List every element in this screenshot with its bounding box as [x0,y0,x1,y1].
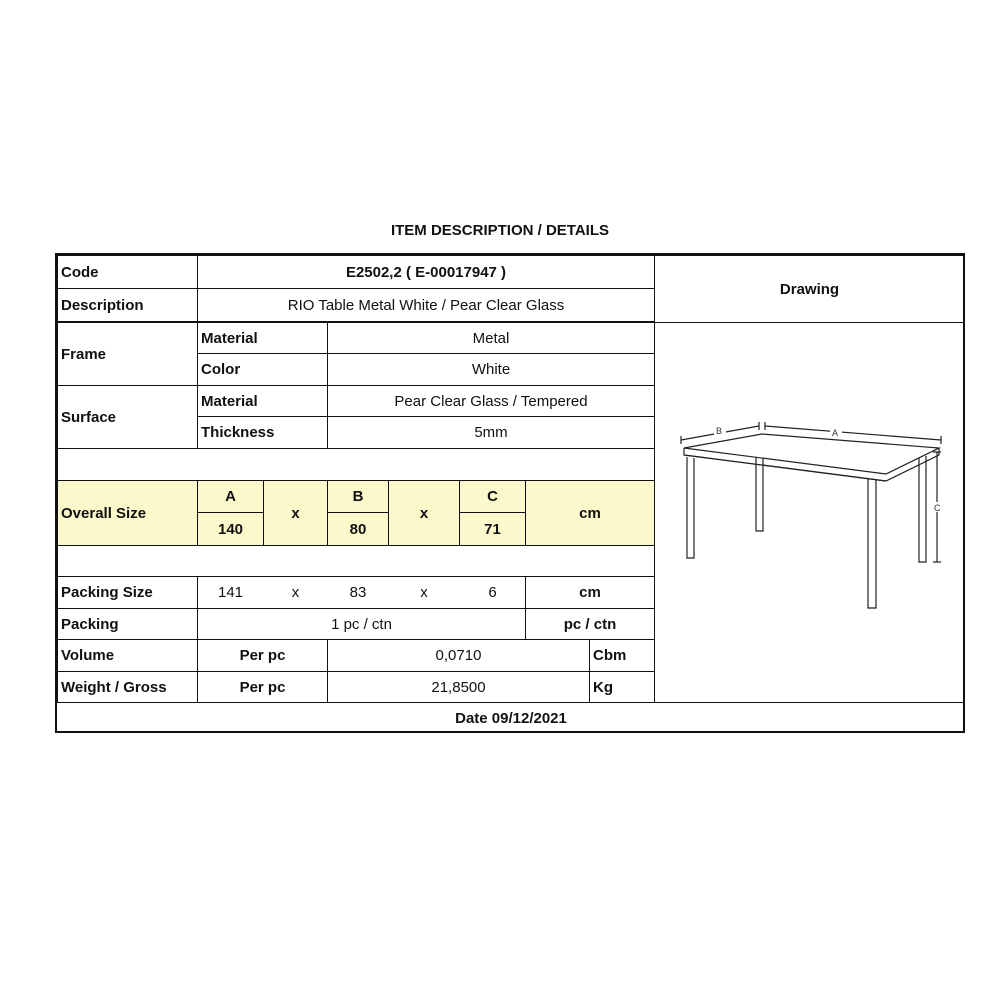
weight-per: Per pc [197,671,328,703]
drawing-label-a: A [832,428,839,438]
volume-value: 0,0710 [327,639,590,672]
packing-size-c: 6 [488,584,497,601]
weight-value: 21,8500 [327,671,590,703]
overall-x-2: x [388,480,460,546]
overall-b-value: 80 [327,512,389,546]
overall-a-value: 140 [197,512,264,546]
surface-thickness-value: 5mm [327,416,655,449]
packing-size-label: Packing Size [57,576,198,609]
frame-label: Frame [57,322,198,386]
code-value: E2502,2 ( E-00017947 ) [197,255,655,289]
drawing-label-c: C [934,503,941,513]
packing-unit: pc / ctn [525,608,655,640]
packing-size-a: 141 [217,584,244,601]
weight-label: Weight / Gross [57,671,198,703]
packing-size-x-1: x [291,584,300,601]
frame-color-label: Color [197,353,328,386]
code-label: Code [57,255,198,289]
overall-size-label: Overall Size [57,480,198,546]
frame-material-value: Metal [327,322,655,354]
table-drawing [654,322,965,701]
drawing-header: Drawing [654,255,965,323]
surface-material-label: Material [197,385,328,417]
frame-color-value: White [327,353,655,386]
volume-unit: Cbm [589,639,655,672]
overall-b-label: B [327,480,389,513]
packing-size-unit: cm [525,576,655,609]
overall-c-label: C [459,480,526,513]
overall-c-value: 71 [459,512,526,546]
volume-per: Per pc [197,639,328,672]
overall-a-label: A [197,480,264,513]
surface-material-value: Pear Clear Glass / Tempered [327,385,655,417]
overall-x-1: x [263,480,328,546]
surface-thickness-label: Thickness [197,416,328,449]
item-details-sheet [55,253,965,733]
packing-label: Packing [57,608,198,640]
surface-label: Surface [57,385,198,449]
date-footer: Date 09/12/2021 [57,702,965,733]
drawing-label-b: B [716,426,723,436]
frame-material-label: Material [197,322,328,354]
description-value: RIO Table Metal White / Pear Clear Glass [197,288,655,322]
spacer-row-2 [57,545,655,577]
weight-unit: Kg [589,671,655,703]
overall-unit: cm [525,480,655,546]
volume-label: Volume [57,639,198,672]
packing-size-x-2: x [420,584,428,601]
packing-size-b: 83 [349,584,367,601]
spacer-row [57,448,655,481]
description-label: Description [57,288,198,322]
document-title: ITEM DESCRIPTION / DETAILS [390,222,610,239]
packing-value: 1 pc / ctn [197,608,526,640]
